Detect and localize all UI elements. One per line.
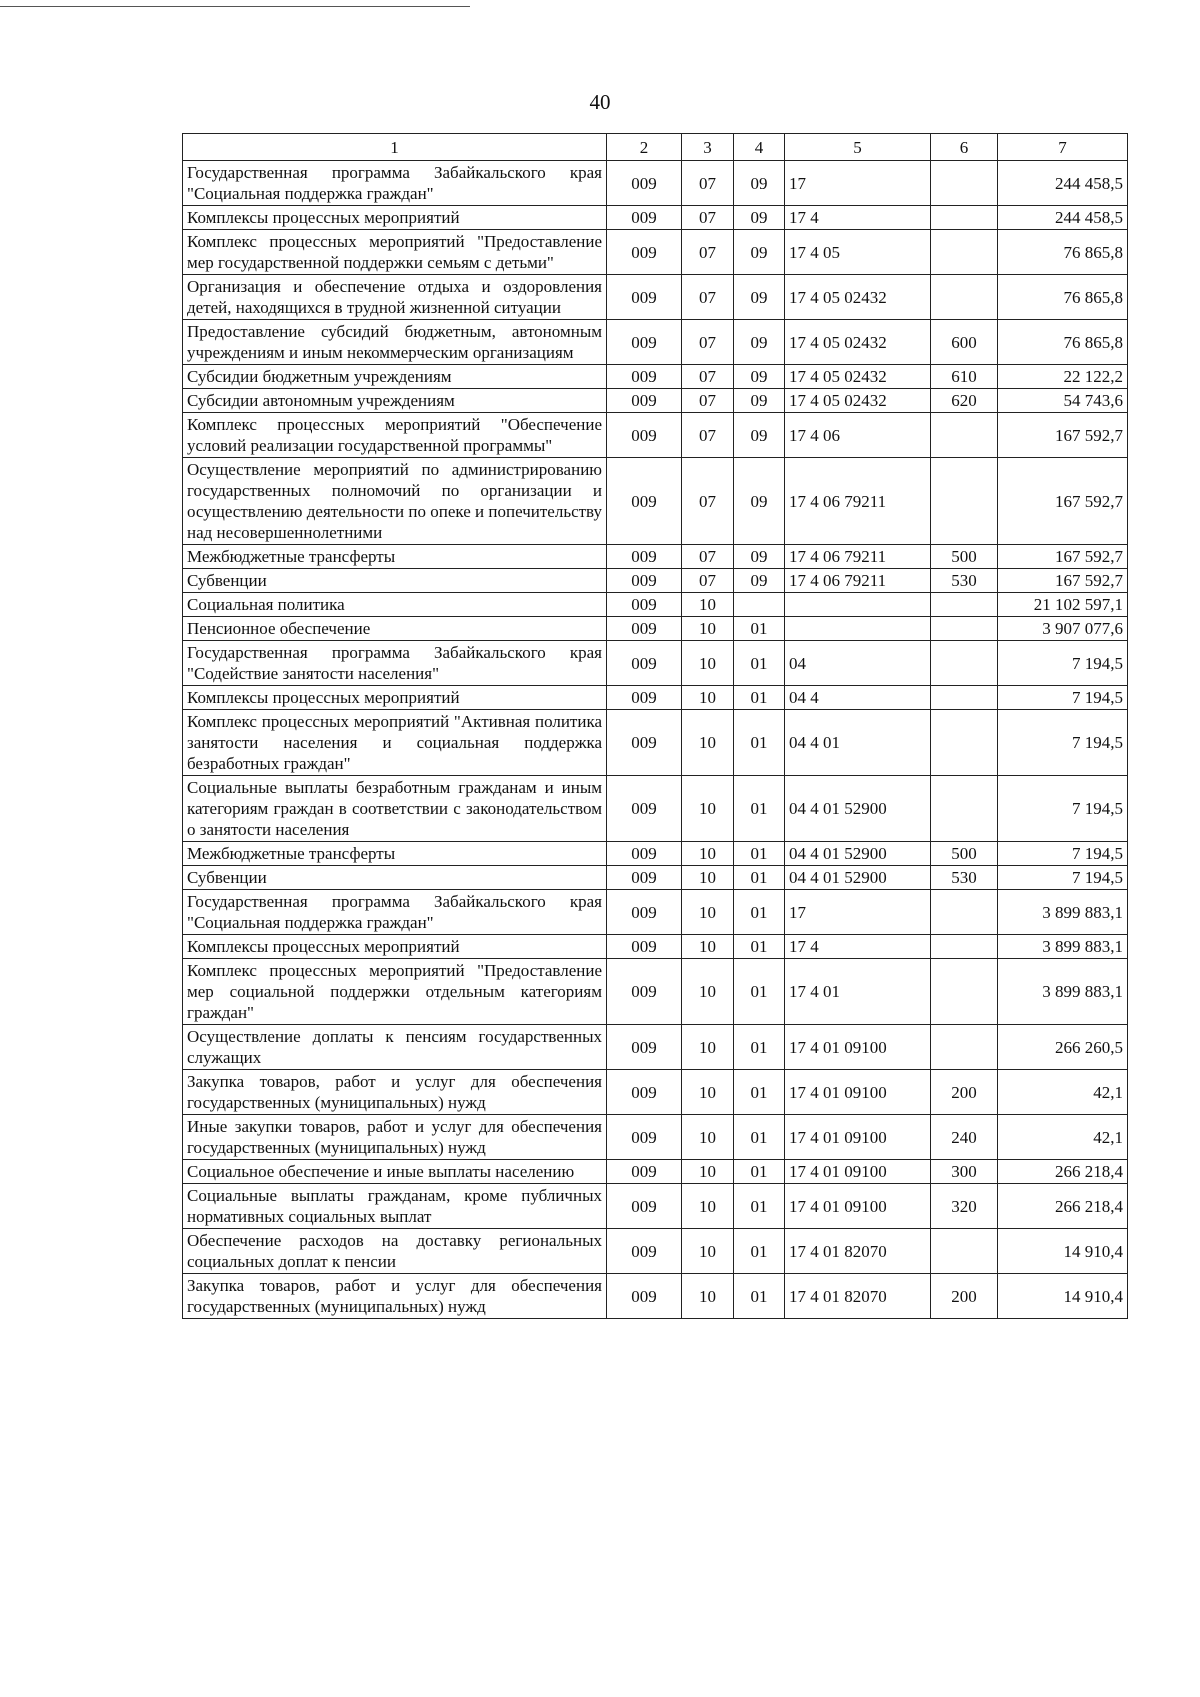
row-code-5-cell: 17 4 01 09100 <box>785 1070 931 1115</box>
row-code-6-cell: 200 <box>931 1274 998 1319</box>
row-code-5-cell: 17 4 06 79211 <box>785 569 931 593</box>
row-code-4-cell: 09 <box>734 206 785 230</box>
row-amount-cell: 7 194,5 <box>998 866 1128 890</box>
row-amount-cell: 266 218,4 <box>998 1160 1128 1184</box>
row-code-2-cell: 009 <box>607 275 682 320</box>
row-amount-cell: 76 865,8 <box>998 275 1128 320</box>
row-code-4-cell: 01 <box>734 617 785 641</box>
row-code-5-cell: 17 4 05 02432 <box>785 275 931 320</box>
header-cell: 2 <box>607 134 682 161</box>
row-code-6-cell <box>931 776 998 842</box>
row-amount-cell: 14 910,4 <box>998 1274 1128 1319</box>
row-code-4-cell: 01 <box>734 1184 785 1229</box>
row-code-5-cell: 04 4 01 <box>785 710 931 776</box>
row-code-3-cell: 10 <box>682 686 734 710</box>
row-code-4-cell: 09 <box>734 569 785 593</box>
row-code-2-cell: 009 <box>607 389 682 413</box>
row-code-6-cell: 300 <box>931 1160 998 1184</box>
row-code-2-cell: 009 <box>607 842 682 866</box>
row-name-cell: Пенсионное обеспечение <box>183 617 607 641</box>
row-code-6-cell <box>931 593 998 617</box>
row-name-cell: Осуществление доплаты к пенсиям государственных служащих <box>183 1025 607 1070</box>
row-code-2-cell: 009 <box>607 161 682 206</box>
row-code-3-cell: 07 <box>682 389 734 413</box>
row-name-cell: Комплекс процессных мероприятий "Обеспечение условий реализации государственной программы" <box>183 413 607 458</box>
row-code-3-cell: 07 <box>682 161 734 206</box>
row-code-2-cell: 009 <box>607 593 682 617</box>
row-amount-cell: 7 194,5 <box>998 641 1128 686</box>
row-code-4-cell: 01 <box>734 686 785 710</box>
row-amount-cell: 7 194,5 <box>998 686 1128 710</box>
row-amount-cell: 266 218,4 <box>998 1184 1128 1229</box>
row-code-4-cell: 01 <box>734 1025 785 1070</box>
row-code-6-cell: 500 <box>931 842 998 866</box>
header-cell: 4 <box>734 134 785 161</box>
row-code-2-cell: 009 <box>607 959 682 1025</box>
row-code-5-cell: 17 4 05 02432 <box>785 365 931 389</box>
row-amount-cell: 7 194,5 <box>998 710 1128 776</box>
row-name-cell: Субвенции <box>183 569 607 593</box>
row-code-6-cell <box>931 413 998 458</box>
row-amount-cell: 167 592,7 <box>998 458 1128 545</box>
table-row <box>183 1115 1128 1160</box>
row-code-5-cell: 17 4 05 <box>785 230 931 275</box>
row-code-4-cell: 01 <box>734 1229 785 1274</box>
row-code-2-cell: 009 <box>607 1115 682 1160</box>
row-amount-cell: 76 865,8 <box>998 320 1128 365</box>
table-row <box>183 320 1128 365</box>
row-code-2-cell: 009 <box>607 545 682 569</box>
row-amount-cell: 42,1 <box>998 1070 1128 1115</box>
table-row <box>183 866 1128 890</box>
row-code-5-cell: 17 4 01 82070 <box>785 1229 931 1274</box>
row-code-2-cell: 009 <box>607 1070 682 1115</box>
row-code-5-cell: 17 4 06 <box>785 413 931 458</box>
row-code-2-cell: 009 <box>607 686 682 710</box>
row-code-2-cell: 009 <box>607 617 682 641</box>
row-name-cell: Комплекс процессных мероприятий "Активная политика занятости населения и социальная поддержка безработных граждан" <box>183 710 607 776</box>
row-code-5-cell: 17 4 06 79211 <box>785 545 931 569</box>
row-name-cell: Государственная программа Забайкальского края "Социальная поддержка граждан" <box>183 890 607 935</box>
row-code-3-cell: 07 <box>682 275 734 320</box>
header-cell: 3 <box>682 134 734 161</box>
table-row <box>183 890 1128 935</box>
row-code-6-cell: 600 <box>931 320 998 365</box>
row-amount-cell: 167 592,7 <box>998 545 1128 569</box>
table-row <box>183 545 1128 569</box>
row-name-cell: Организация и обеспечение отдыха и оздоровления детей, находящихся в трудной жизненной ситуации <box>183 275 607 320</box>
row-code-5-cell: 17 4 05 02432 <box>785 320 931 365</box>
row-code-4-cell: 09 <box>734 545 785 569</box>
row-code-5-cell: 04 4 01 52900 <box>785 842 931 866</box>
row-code-6-cell: 530 <box>931 866 998 890</box>
row-code-2-cell: 009 <box>607 320 682 365</box>
row-amount-cell: 3 907 077,6 <box>998 617 1128 641</box>
row-code-3-cell: 10 <box>682 1184 734 1229</box>
header-cell: 7 <box>998 134 1128 161</box>
row-code-3-cell: 07 <box>682 206 734 230</box>
row-code-2-cell: 009 <box>607 890 682 935</box>
row-code-4-cell: 01 <box>734 710 785 776</box>
row-code-2-cell: 009 <box>607 1025 682 1070</box>
row-amount-cell: 266 260,5 <box>998 1025 1128 1070</box>
scan-edge-line <box>0 6 470 7</box>
row-amount-cell: 3 899 883,1 <box>998 935 1128 959</box>
row-code-4-cell: 09 <box>734 365 785 389</box>
row-code-4-cell: 09 <box>734 230 785 275</box>
row-code-3-cell: 10 <box>682 1115 734 1160</box>
row-name-cell: Субсидии бюджетным учреждениям <box>183 365 607 389</box>
row-code-6-cell <box>931 641 998 686</box>
row-code-3-cell: 07 <box>682 413 734 458</box>
row-code-3-cell: 10 <box>682 1160 734 1184</box>
row-code-3-cell: 10 <box>682 1025 734 1070</box>
row-code-5-cell: 17 <box>785 890 931 935</box>
row-code-2-cell: 009 <box>607 935 682 959</box>
row-code-6-cell: 530 <box>931 569 998 593</box>
row-amount-cell: 42,1 <box>998 1115 1128 1160</box>
row-code-6-cell <box>931 935 998 959</box>
row-name-cell: Предоставление субсидий бюджетным, автономным учреждениям и иным некоммерческим организациям <box>183 320 607 365</box>
header-row <box>183 134 1128 161</box>
table-row <box>183 1070 1128 1115</box>
row-code-2-cell: 009 <box>607 1229 682 1274</box>
row-code-4-cell: 01 <box>734 890 785 935</box>
row-code-6-cell: 620 <box>931 389 998 413</box>
row-name-cell: Субсидии автономным учреждениям <box>183 389 607 413</box>
row-name-cell: Обеспечение расходов на доставку региональных социальных доплат к пенсии <box>183 1229 607 1274</box>
row-code-3-cell: 10 <box>682 959 734 1025</box>
row-code-4-cell: 09 <box>734 275 785 320</box>
row-code-3-cell: 07 <box>682 320 734 365</box>
row-code-3-cell: 10 <box>682 935 734 959</box>
row-code-4-cell: 01 <box>734 959 785 1025</box>
header-cell: 5 <box>785 134 931 161</box>
row-code-3-cell: 07 <box>682 365 734 389</box>
budget-table <box>182 133 1128 1319</box>
row-code-2-cell: 009 <box>607 641 682 686</box>
row-code-5-cell: 04 <box>785 641 931 686</box>
row-code-6-cell <box>931 617 998 641</box>
row-code-4-cell: 01 <box>734 641 785 686</box>
row-code-6-cell: 610 <box>931 365 998 389</box>
row-code-6-cell <box>931 710 998 776</box>
table-row <box>183 161 1128 206</box>
row-code-3-cell: 10 <box>682 776 734 842</box>
row-code-5-cell: 17 4 01 <box>785 959 931 1025</box>
row-code-5-cell: 04 4 01 52900 <box>785 776 931 842</box>
row-code-5-cell: 17 4 01 09100 <box>785 1160 931 1184</box>
row-code-6-cell <box>931 275 998 320</box>
row-code-5-cell: 17 4 01 09100 <box>785 1115 931 1160</box>
row-code-5-cell: 17 4 01 09100 <box>785 1184 931 1229</box>
row-amount-cell: 7 194,5 <box>998 842 1128 866</box>
table-row <box>183 710 1128 776</box>
row-code-5-cell <box>785 617 931 641</box>
row-code-3-cell: 10 <box>682 617 734 641</box>
table-row <box>183 365 1128 389</box>
table-row <box>183 959 1128 1025</box>
row-code-5-cell: 17 4 05 02432 <box>785 389 931 413</box>
row-code-2-cell: 009 <box>607 1184 682 1229</box>
row-amount-cell: 54 743,6 <box>998 389 1128 413</box>
row-code-6-cell: 500 <box>931 545 998 569</box>
row-amount-cell: 76 865,8 <box>998 230 1128 275</box>
row-code-5-cell: 17 4 06 79211 <box>785 458 931 545</box>
row-name-cell: Осуществление мероприятий по администрированию государственных полномочий по организации и осуществлению деятельности по опеке и попечительству над несовершеннолетними <box>183 458 607 545</box>
header-cell: 1 <box>183 134 607 161</box>
row-code-5-cell: 17 4 01 09100 <box>785 1025 931 1070</box>
row-code-3-cell: 07 <box>682 230 734 275</box>
row-code-4-cell: 01 <box>734 935 785 959</box>
row-code-4-cell: 01 <box>734 1070 785 1115</box>
table-row <box>183 389 1128 413</box>
row-name-cell: Государственная программа Забайкальского края "Социальная поддержка граждан" <box>183 161 607 206</box>
row-amount-cell: 3 899 883,1 <box>998 959 1128 1025</box>
row-code-5-cell: 04 4 <box>785 686 931 710</box>
row-name-cell: Комплексы процессных мероприятий <box>183 206 607 230</box>
row-code-3-cell: 10 <box>682 593 734 617</box>
row-code-4-cell: 09 <box>734 413 785 458</box>
row-code-2-cell: 009 <box>607 710 682 776</box>
row-name-cell: Комплекс процессных мероприятий "Предоставление мер социальной поддержки отдельным категориям граждан" <box>183 959 607 1025</box>
row-name-cell: Закупка товаров, работ и услуг для обеспечения государственных (муниципальных) нужд <box>183 1274 607 1319</box>
table-row <box>183 776 1128 842</box>
row-code-2-cell: 009 <box>607 206 682 230</box>
row-code-3-cell: 07 <box>682 458 734 545</box>
row-code-3-cell: 10 <box>682 890 734 935</box>
row-code-3-cell: 10 <box>682 1274 734 1319</box>
row-code-3-cell: 10 <box>682 842 734 866</box>
row-code-2-cell: 009 <box>607 569 682 593</box>
row-code-5-cell: 17 4 <box>785 206 931 230</box>
row-code-4-cell: 01 <box>734 842 785 866</box>
row-amount-cell: 3 899 883,1 <box>998 890 1128 935</box>
row-name-cell: Комплекс процессных мероприятий "Предоставление мер государственной поддержки семьям с детьми" <box>183 230 607 275</box>
table-row <box>183 641 1128 686</box>
row-code-3-cell: 10 <box>682 710 734 776</box>
row-code-6-cell: 240 <box>931 1115 998 1160</box>
row-code-4-cell: 09 <box>734 320 785 365</box>
row-code-4-cell: 09 <box>734 161 785 206</box>
row-name-cell: Социальные выплаты безработным гражданам и иным категориям граждан в соответствии с законодательством о занятости населения <box>183 776 607 842</box>
table-row <box>183 275 1128 320</box>
row-code-3-cell: 10 <box>682 1229 734 1274</box>
row-code-3-cell: 10 <box>682 641 734 686</box>
table-row <box>183 842 1128 866</box>
row-name-cell: Межбюджетные трансферты <box>183 842 607 866</box>
table-row <box>183 206 1128 230</box>
row-name-cell: Комплексы процессных мероприятий <box>183 935 607 959</box>
row-code-2-cell: 009 <box>607 1274 682 1319</box>
row-code-3-cell: 10 <box>682 866 734 890</box>
row-name-cell: Закупка товаров, работ и услуг для обеспечения государственных (муниципальных) нужд <box>183 1070 607 1115</box>
row-code-5-cell: 17 <box>785 161 931 206</box>
row-code-4-cell: 09 <box>734 389 785 413</box>
table-row <box>183 686 1128 710</box>
row-code-6-cell <box>931 686 998 710</box>
row-code-6-cell <box>931 458 998 545</box>
row-code-6-cell <box>931 959 998 1025</box>
row-name-cell: Государственная программа Забайкальского края "Содействие занятости населения" <box>183 641 607 686</box>
table-row <box>183 230 1128 275</box>
row-code-4-cell: 09 <box>734 458 785 545</box>
row-code-6-cell: 200 <box>931 1070 998 1115</box>
row-code-6-cell <box>931 890 998 935</box>
row-code-6-cell: 320 <box>931 1184 998 1229</box>
row-code-5-cell <box>785 593 931 617</box>
row-name-cell: Комплексы процессных мероприятий <box>183 686 607 710</box>
table-row <box>183 1184 1128 1229</box>
row-code-3-cell: 07 <box>682 569 734 593</box>
table-row <box>183 413 1128 458</box>
row-amount-cell: 21 102 597,1 <box>998 593 1128 617</box>
row-code-4-cell: 01 <box>734 1115 785 1160</box>
row-name-cell: Иные закупки товаров, работ и услуг для обеспечения государственных (муниципальных) нужд <box>183 1115 607 1160</box>
row-amount-cell: 244 458,5 <box>998 206 1128 230</box>
table-row <box>183 617 1128 641</box>
row-code-2-cell: 009 <box>607 230 682 275</box>
row-amount-cell: 22 122,2 <box>998 365 1128 389</box>
page-number: 40 <box>589 90 611 114</box>
table-row <box>183 569 1128 593</box>
row-code-6-cell <box>931 1025 998 1070</box>
row-name-cell: Социальные выплаты гражданам, кроме публичных нормативных социальных выплат <box>183 1184 607 1229</box>
row-code-4-cell: 01 <box>734 776 785 842</box>
row-code-6-cell <box>931 1229 998 1274</box>
row-name-cell: Субвенции <box>183 866 607 890</box>
row-code-2-cell: 009 <box>607 776 682 842</box>
row-code-6-cell <box>931 230 998 275</box>
row-code-2-cell: 009 <box>607 866 682 890</box>
table-row <box>183 1274 1128 1319</box>
row-name-cell: Межбюджетные трансферты <box>183 545 607 569</box>
row-amount-cell: 167 592,7 <box>998 569 1128 593</box>
row-code-5-cell: 04 4 01 52900 <box>785 866 931 890</box>
row-code-3-cell: 07 <box>682 545 734 569</box>
row-code-4-cell: 01 <box>734 1160 785 1184</box>
row-name-cell: Социальное обеспечение и иные выплаты населению <box>183 1160 607 1184</box>
table-row <box>183 1025 1128 1070</box>
row-code-2-cell: 009 <box>607 413 682 458</box>
table-row <box>183 593 1128 617</box>
row-code-5-cell: 17 4 <box>785 935 931 959</box>
row-code-3-cell: 10 <box>682 1070 734 1115</box>
row-amount-cell: 14 910,4 <box>998 1229 1128 1274</box>
table-row <box>183 1229 1128 1274</box>
row-amount-cell: 244 458,5 <box>998 161 1128 206</box>
row-name-cell: Социальная политика <box>183 593 607 617</box>
table-row <box>183 1160 1128 1184</box>
row-code-4-cell: 01 <box>734 866 785 890</box>
table-row <box>183 935 1128 959</box>
row-code-2-cell: 009 <box>607 458 682 545</box>
table-row <box>183 458 1128 545</box>
row-code-4-cell <box>734 593 785 617</box>
row-code-6-cell <box>931 206 998 230</box>
row-code-4-cell: 01 <box>734 1274 785 1319</box>
row-amount-cell: 7 194,5 <box>998 776 1128 842</box>
header-cell: 6 <box>931 134 998 161</box>
row-code-6-cell <box>931 161 998 206</box>
row-code-2-cell: 009 <box>607 365 682 389</box>
row-amount-cell: 167 592,7 <box>998 413 1128 458</box>
row-code-5-cell: 17 4 01 82070 <box>785 1274 931 1319</box>
row-code-2-cell: 009 <box>607 1160 682 1184</box>
